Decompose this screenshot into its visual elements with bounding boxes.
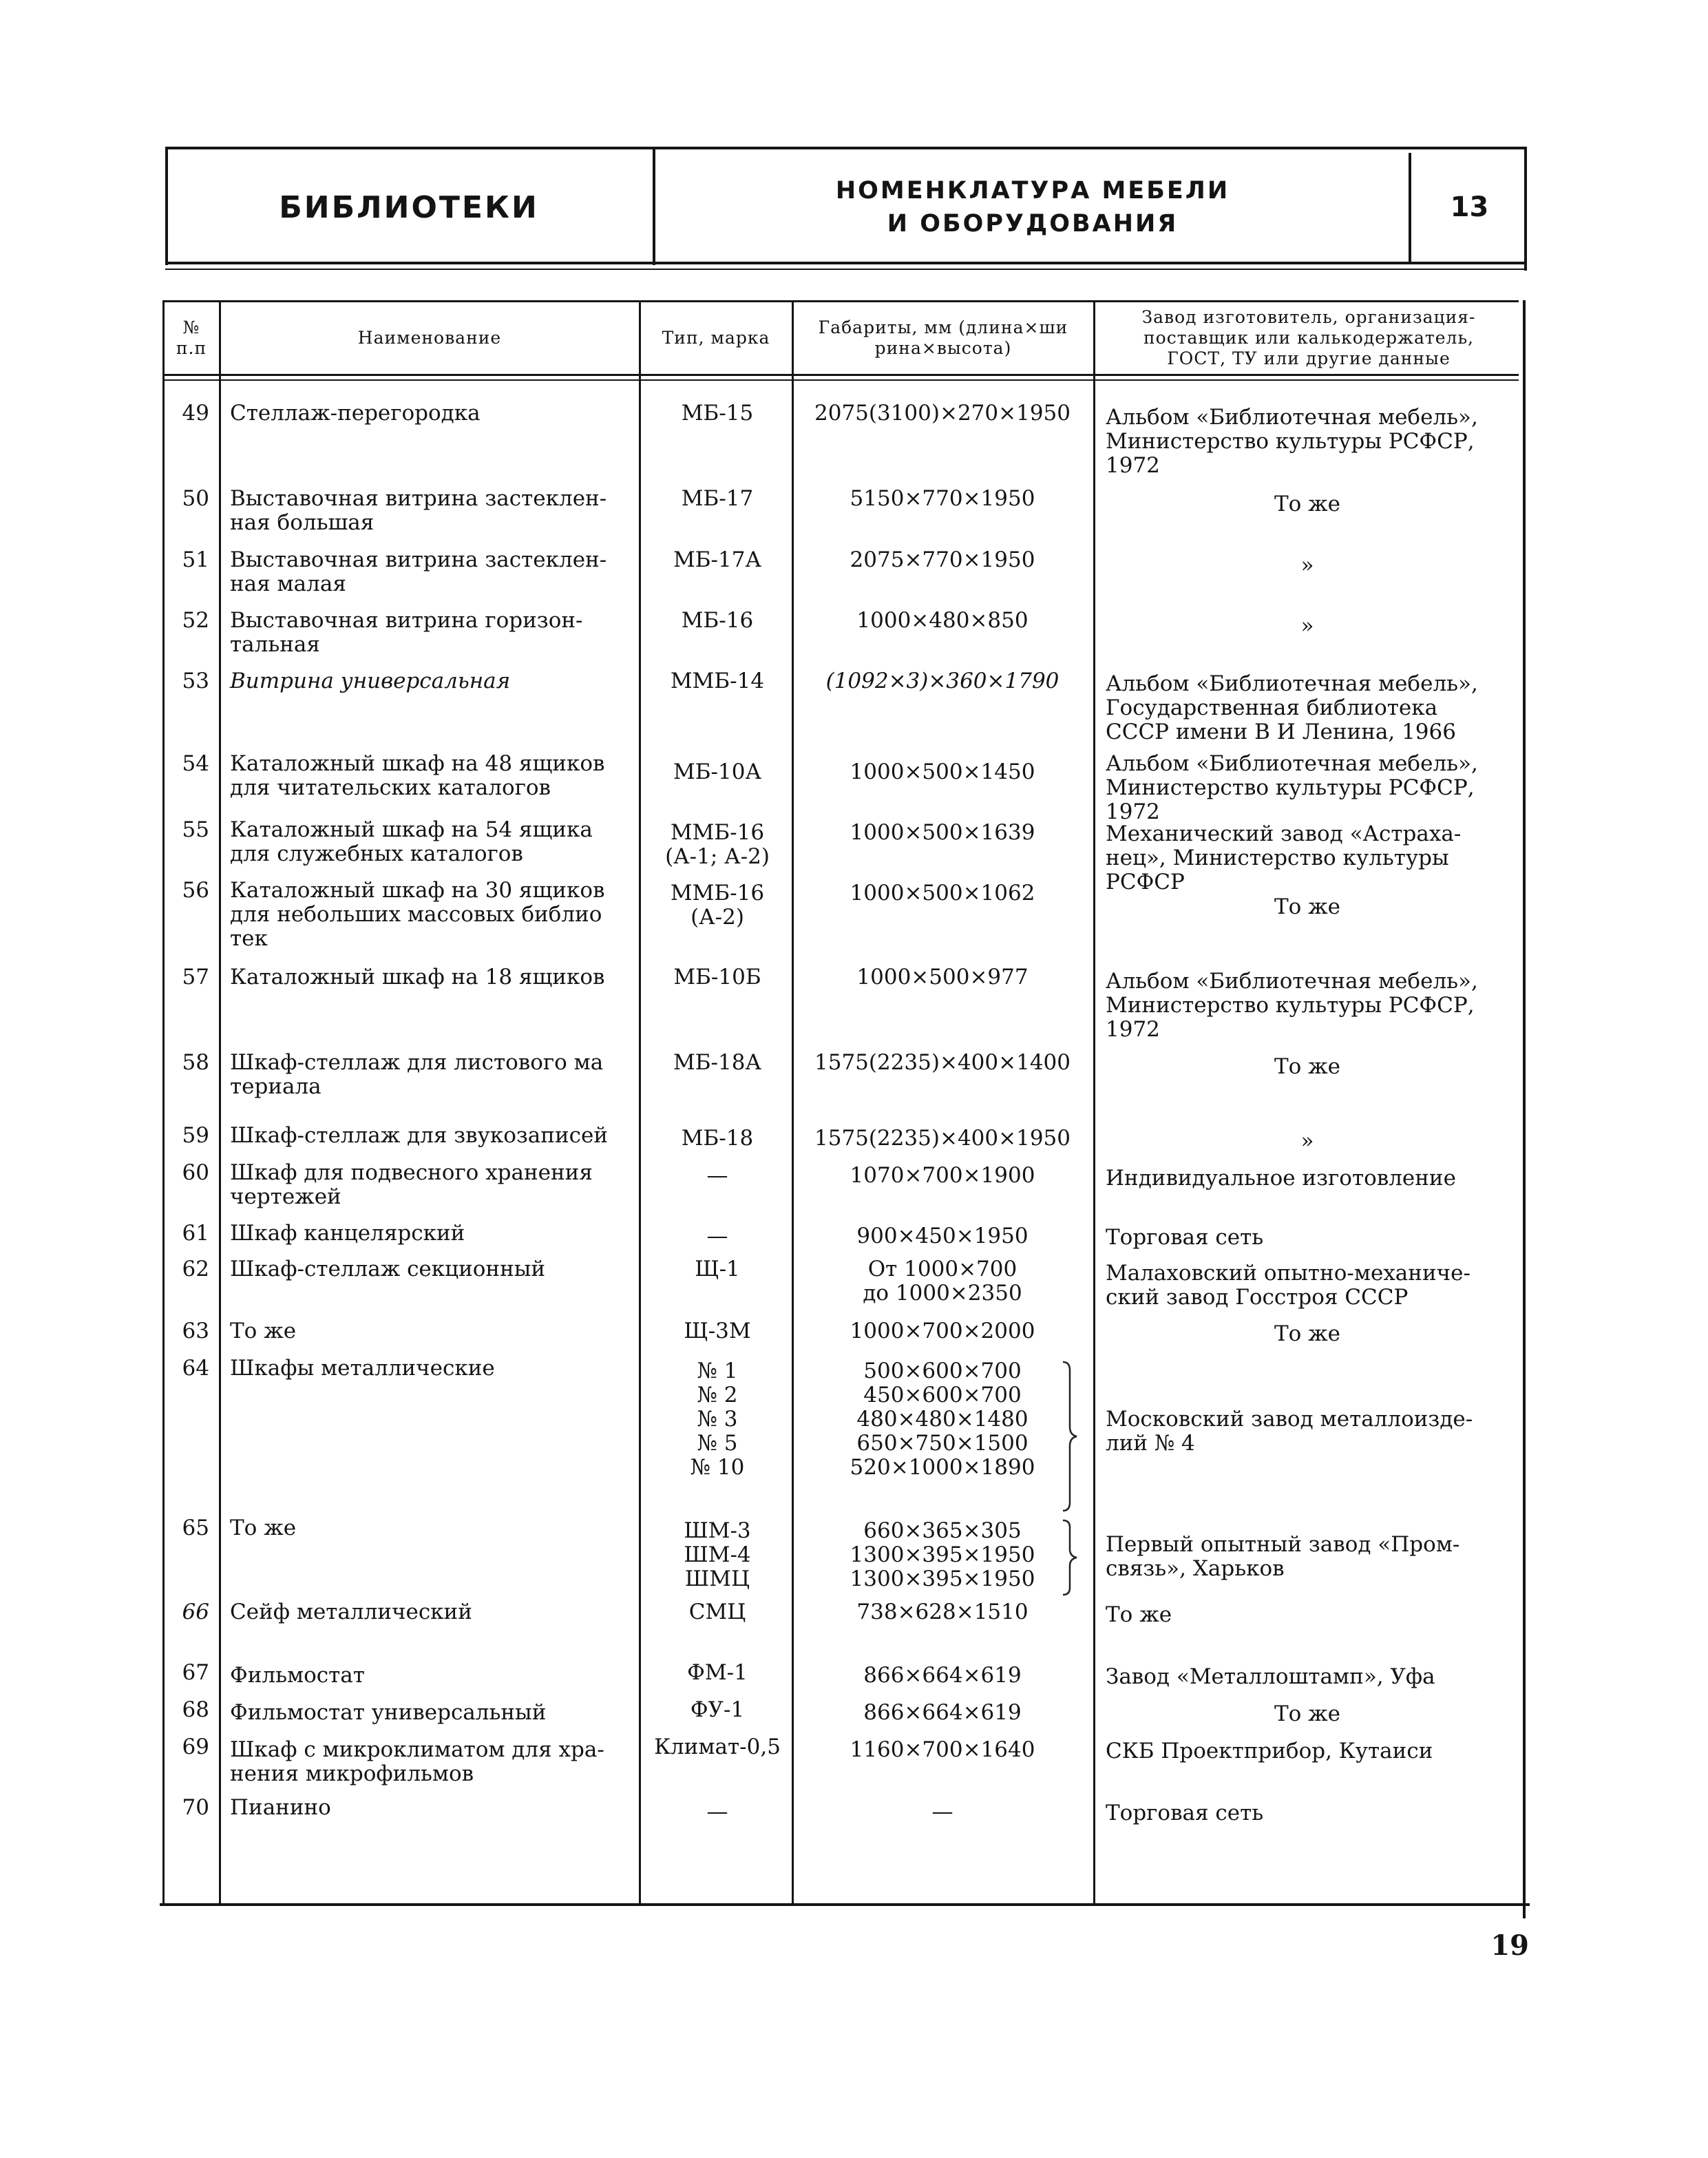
item-type-line: —: [706, 1799, 728, 1824]
item-dimensions: [794, 1257, 1090, 1306]
item-manufacturer-line: 1972: [1106, 453, 1160, 478]
item-dimensions: [794, 1519, 1090, 1591]
item-dimensions: [794, 1738, 1090, 1762]
item-manufacturer-line: Министерство культуры РСФСР,: [1106, 775, 1475, 800]
item-type: [643, 1698, 792, 1722]
item-name-line: Шкафы металлические: [230, 1356, 495, 1381]
item-manufacturer: [1106, 1129, 1509, 1153]
item-type-line: МБ-10А: [673, 760, 761, 784]
item-manufacturer-line: Индивидуальное изготовление: [1106, 1166, 1456, 1191]
item-type-line: № 3: [697, 1407, 738, 1432]
item-name-line: Шкаф канцелярский: [230, 1221, 465, 1246]
col-header-manufacturer-line-2: поставщик или калькодержатель,: [1143, 328, 1474, 348]
item-manufacturer-line: Министерство культуры РСФСР,: [1106, 993, 1475, 1018]
item-manufacturer: [1106, 752, 1509, 824]
col-header-manufacturer-line-1: Завод изготовитель, организация-: [1141, 307, 1476, 327]
row-number: 66: [182, 1600, 209, 1624]
item-dimensions: [794, 1051, 1090, 1075]
item-manufacturer-line: Альбом «Библиотечная мебель»,: [1106, 671, 1478, 696]
col-divider-type: [792, 300, 794, 1905]
header-top-rule: [165, 147, 1527, 149]
item-name: [230, 1319, 636, 1343]
item-manufacturer: [1106, 1226, 1509, 1250]
col-divider-num: [219, 300, 221, 1905]
item-dimensions-line: 1000×500×1450: [850, 760, 1035, 784]
col-divider-name: [639, 300, 641, 1905]
col-header-num-line-1: №: [182, 317, 200, 337]
item-manufacturer: [1106, 895, 1509, 919]
item-name-line: для служебных каталогов: [230, 841, 523, 866]
item-dimensions: [794, 1164, 1090, 1188]
item-name-line: Шкаф-стеллаж секционный: [230, 1257, 546, 1281]
item-type: [643, 1051, 792, 1075]
item-dimensions-line: От 1000×700: [867, 1257, 1018, 1281]
table-top-rule: [162, 300, 1519, 302]
item-type: [643, 965, 792, 989]
item-name-line: То же: [230, 1319, 297, 1343]
item-dimensions: [794, 669, 1090, 693]
item-manufacturer-line: лий № 4: [1106, 1431, 1195, 1456]
item-name: [230, 1738, 636, 1786]
item-manufacturer-line: Альбом «Библиотечная мебель»,: [1106, 751, 1478, 776]
table-bottom-rule: [160, 1903, 1530, 1906]
item-dimensions-line: 1575(2235)×400×1950: [814, 1126, 1071, 1151]
item-name: [230, 401, 636, 426]
item-name: [230, 1161, 636, 1209]
item-dimensions-line: 1000×500×1639: [850, 820, 1035, 845]
item-type: [643, 1224, 792, 1248]
item-name-line: Шкаф-стеллаж для звукозаписей: [230, 1123, 608, 1148]
row-number: 67: [182, 1660, 209, 1685]
item-type: [643, 1600, 792, 1624]
item-name-line: Каталожный шкаф на 54 ящика: [230, 817, 593, 842]
item-manufacturer-line: ский завод Госстроя СССР: [1106, 1285, 1409, 1310]
item-name: [230, 1124, 636, 1148]
item-name-line: тек: [230, 926, 268, 951]
item-manufacturer-line: Альбом «Библиотечная мебель»,: [1106, 405, 1478, 430]
item-type: [643, 1164, 792, 1188]
item-manufacturer-line: Московский завод металлоизде-: [1106, 1407, 1473, 1432]
row-number: 52: [182, 608, 209, 633]
item-type: [643, 401, 792, 426]
item-name: [230, 487, 636, 535]
item-manufacturer-line: Государственная библиотека: [1106, 695, 1438, 720]
item-dimensions-line: 2075×770×1950: [850, 547, 1035, 572]
item-type-line: ФУ-1: [690, 1697, 745, 1722]
col-header-name-text: Наименование: [357, 328, 502, 348]
item-name-line: нения микрофильмов: [230, 1761, 474, 1786]
item-type-line: —: [706, 1163, 728, 1188]
item-type-line: МБ-16: [681, 608, 754, 633]
header-divider-2: [1409, 153, 1411, 263]
item-dimensions: [794, 1224, 1090, 1248]
item-dimensions: [794, 1319, 1090, 1343]
item-name: [230, 1356, 636, 1381]
item-dimensions-line: 1000×500×1062: [850, 881, 1035, 905]
item-name: [230, 1701, 636, 1725]
item-dimensions: [794, 1359, 1090, 1480]
item-name-line: Каталожный шкаф на 18 ящиков: [230, 965, 605, 989]
item-dimensions: [794, 881, 1090, 905]
item-type-line: Климат-0,5: [654, 1735, 781, 1759]
item-name-line: ная малая: [230, 572, 346, 596]
item-dimensions-line: до 1000×2350: [863, 1281, 1022, 1306]
item-manufacturer-line: Министерство культуры РСФСР,: [1106, 429, 1475, 454]
table-header-rule: [162, 374, 1519, 376]
item-name-line: чертежей: [230, 1184, 341, 1209]
item-manufacturer-line: Торговая сеть: [1106, 1801, 1264, 1825]
item-dimensions: [794, 1600, 1090, 1624]
col-header-manufacturer: [1096, 303, 1521, 373]
item-manufacturer-line: связь», Харьков: [1106, 1556, 1285, 1581]
item-manufacturer: [1106, 1603, 1509, 1627]
item-name: [230, 1257, 636, 1281]
item-type-line: ММБ-14: [670, 669, 765, 693]
item-type: [643, 1661, 792, 1685]
item-name: [230, 669, 636, 693]
document-title: [657, 153, 1408, 262]
row-number: 51: [182, 547, 209, 572]
item-dimensions-line: 520×1000×1890: [850, 1455, 1035, 1480]
item-name-line: для небольших массовых библио: [230, 902, 602, 927]
item-name-line: Фильмостат: [230, 1663, 365, 1688]
item-name: [230, 1664, 636, 1688]
row-number: 60: [182, 1160, 209, 1185]
item-manufacturer-line: Альбом «Библиотечная мебель»,: [1106, 969, 1478, 994]
item-dimensions: [794, 1664, 1090, 1688]
item-type-line: № 2: [697, 1383, 738, 1407]
item-manufacturer: [1106, 1407, 1509, 1456]
item-type: [643, 609, 792, 633]
item-manufacturer-line: Торговая сеть: [1106, 1225, 1264, 1250]
item-manufacturer-line: СССР имени В И Ленина, 1966: [1106, 720, 1456, 744]
item-name-line: ная большая: [230, 510, 375, 535]
item-manufacturer: [1106, 970, 1509, 1042]
item-dimensions: [794, 821, 1090, 845]
item-manufacturer: [1106, 822, 1509, 894]
item-dimensions-line: 1000×500×977: [856, 965, 1029, 989]
item-manufacturer-line: Механический завод «Астраха-: [1106, 821, 1462, 846]
item-name-line: Каталожный шкаф на 48 ящиков: [230, 751, 605, 776]
item-type: [643, 760, 792, 784]
page-number: 19: [1490, 1929, 1529, 1962]
item-dimensions-line: 660×365×305: [863, 1518, 1022, 1543]
item-name-line: Сейф металлический: [230, 1600, 472, 1624]
item-type-line: ШМ-3: [684, 1518, 751, 1543]
item-type-line: МБ-10Б: [673, 965, 761, 989]
item-manufacturer-line: Завод «Металлоштамп», Уфа: [1106, 1664, 1435, 1689]
row-number: 54: [182, 751, 209, 776]
item-dimensions-line: 480×480×1480: [856, 1407, 1029, 1432]
table-header-rule-2: [162, 379, 1519, 381]
item-name: [230, 1222, 636, 1246]
item-dimensions-line: (1092×3)×360×1790: [825, 669, 1059, 693]
item-name-line: Фильмостат универсальный: [230, 1700, 547, 1725]
row-number: 53: [182, 669, 209, 693]
item-manufacturer-line: »: [1300, 614, 1314, 638]
row-number: 65: [182, 1516, 209, 1540]
item-manufacturer-line: РСФСР: [1106, 870, 1185, 894]
table-right-border: [1523, 300, 1526, 1918]
item-name-line: Каталожный шкаф на 30 ящиков: [230, 878, 605, 903]
col-header-dims-line-1: Габариты, мм (длина×ши: [818, 317, 1068, 337]
item-type-line: Щ-1: [695, 1257, 740, 1281]
item-manufacturer-line: Первый опытный завод «Пром-: [1106, 1532, 1460, 1557]
item-manufacturer: [1106, 1166, 1509, 1191]
item-dimensions-line: 866×664×619: [863, 1700, 1022, 1725]
row-number: 55: [182, 817, 209, 842]
item-name-line: Стеллаж-перегородка: [230, 401, 481, 426]
item-type: [643, 1359, 792, 1480]
item-name: [230, 1516, 636, 1540]
item-manufacturer-line: нец», Министерство культуры: [1106, 846, 1449, 870]
item-name-line: для читательских каталогов: [230, 775, 551, 800]
row-number: 64: [182, 1356, 209, 1381]
item-dimensions-line: 1575(2235)×400×1400: [814, 1050, 1071, 1075]
item-type-line: МБ-15: [681, 401, 754, 426]
col-header-num: [164, 303, 219, 373]
item-manufacturer: [1106, 1801, 1509, 1825]
item-manufacturer-line: То же: [1274, 1054, 1341, 1079]
item-manufacturer-line: Малаховский опытно-механиче-: [1106, 1261, 1470, 1286]
item-name: [230, 879, 636, 951]
item-type: [643, 1800, 792, 1824]
item-type-line: (А-1; А-2): [665, 844, 770, 869]
header-bottom-rule: [165, 262, 1527, 264]
row-number: 62: [182, 1257, 209, 1281]
item-type-line: ФМ-1: [687, 1660, 748, 1685]
item-manufacturer-line: »: [1300, 553, 1314, 578]
row-number: 68: [182, 1697, 209, 1722]
item-name-line: Выставочная витрина горизон-: [230, 608, 583, 633]
item-dimensions-line: 1000×700×2000: [850, 1319, 1035, 1343]
item-type: [643, 881, 792, 930]
item-name: [230, 965, 636, 989]
item-manufacturer: [1106, 406, 1509, 478]
item-dimensions: [794, 548, 1090, 572]
item-name-line: Выставочная витрина застеклен-: [230, 547, 607, 572]
item-manufacturer-line: То же: [1274, 492, 1341, 516]
item-manufacturer-line: То же: [1274, 1321, 1341, 1346]
item-dimensions-line: 1300×395×1950: [850, 1567, 1035, 1591]
row-number: 56: [182, 878, 209, 903]
item-dimensions: [794, 401, 1090, 426]
item-name-line: Шкаф-стеллаж для листового ма: [230, 1050, 604, 1075]
item-name: [230, 1600, 636, 1624]
item-type: [643, 1127, 792, 1151]
item-type: [643, 487, 792, 511]
row-number: 49: [182, 401, 209, 426]
item-manufacturer-line: То же: [1274, 894, 1341, 919]
item-type: [643, 548, 792, 572]
item-dimensions-line: 5150×770×1950: [850, 486, 1035, 511]
col-header-type: [642, 303, 790, 373]
item-name: [230, 548, 636, 596]
document-title-line-1: НОМЕНКЛАТУРА МЕБЕЛИ: [835, 177, 1230, 205]
item-type-line: № 10: [690, 1455, 745, 1480]
item-manufacturer: [1106, 554, 1509, 578]
item-type: [643, 1319, 792, 1343]
item-dimensions: [794, 760, 1090, 784]
item-name: [230, 1051, 636, 1099]
item-manufacturer-line: То же: [1274, 1701, 1341, 1726]
item-dimensions-line: 1000×480×850: [856, 608, 1029, 633]
item-dimensions-line: 2075(3100)×270×1950: [814, 401, 1071, 426]
item-dimensions: [794, 609, 1090, 633]
col-header-dims-line-2: рина×высота): [874, 338, 1012, 358]
item-dimensions-line: 1070×700×1900: [850, 1163, 1035, 1188]
item-dimensions-line: 450×600×700: [863, 1383, 1022, 1407]
item-type-line: ШМЦ: [684, 1567, 750, 1591]
item-dimensions-line: 866×664×619: [863, 1663, 1022, 1688]
item-name-line: То же: [230, 1516, 297, 1540]
item-type-line: МБ-17: [681, 486, 754, 511]
col-header-dims: [794, 303, 1092, 373]
header-bottom-rule-2: [165, 269, 1527, 270]
item-dimensions: [794, 1800, 1090, 1824]
item-manufacturer: [1106, 492, 1509, 516]
row-number: 59: [182, 1123, 209, 1148]
grouping-brace: [1060, 1519, 1081, 1596]
row-number: 61: [182, 1221, 209, 1246]
item-dimensions-line: 650×750×1500: [856, 1431, 1029, 1456]
item-type-line: ШМ-4: [684, 1542, 751, 1567]
item-manufacturer: [1106, 1702, 1509, 1726]
item-type-line: (А-2): [690, 905, 744, 930]
item-type: [643, 821, 792, 869]
item-dimensions: [794, 1701, 1090, 1725]
item-type: [643, 1257, 792, 1281]
item-type-line: Щ-3М: [684, 1319, 751, 1343]
row-number: 69: [182, 1735, 209, 1759]
item-dimensions-line: 738×628×1510: [856, 1600, 1029, 1624]
item-name: [230, 609, 636, 657]
item-type-line: МБ-18А: [673, 1050, 761, 1075]
item-dimensions-line: 1300×395×1950: [850, 1542, 1035, 1567]
col-header-manufacturer-line-3: ГОСТ, ТУ или другие данные: [1167, 348, 1451, 368]
item-dimensions-line: 500×600×700: [863, 1359, 1022, 1383]
item-name-line: Шкаф с микроклиматом для хра-: [230, 1737, 604, 1762]
item-type-line: ММБ-16: [670, 820, 765, 845]
item-type: [643, 669, 792, 693]
item-dimensions-line: —: [931, 1799, 953, 1824]
item-type: [643, 1519, 792, 1591]
item-name-line: тальная: [230, 632, 320, 657]
item-type-line: —: [706, 1224, 728, 1248]
sheet-number: 13: [1450, 191, 1489, 223]
item-type-line: МБ-18: [681, 1126, 754, 1151]
item-manufacturer: [1106, 1322, 1509, 1346]
item-name: [230, 752, 636, 800]
item-manufacturer: [1106, 672, 1509, 744]
item-manufacturer: [1106, 1739, 1509, 1763]
header-divider-1: [653, 148, 655, 265]
item-type-line: № 1: [697, 1359, 738, 1383]
col-header-num-line-2: п.п: [176, 338, 207, 358]
item-name-line: Шкаф для подвесного хранения: [230, 1160, 593, 1185]
item-name-line: Выставочная витрина застеклен-: [230, 486, 607, 511]
item-name: [230, 1796, 636, 1820]
row-number: 63: [182, 1319, 209, 1343]
item-type: [643, 1735, 792, 1759]
item-manufacturer-line: СКБ Проектприбор, Кутаиси: [1106, 1739, 1433, 1763]
item-name: [230, 818, 636, 866]
item-manufacturer: [1106, 614, 1509, 638]
item-dimensions: [794, 965, 1090, 989]
grouping-brace: [1060, 1361, 1081, 1512]
item-name-line: териала: [230, 1074, 321, 1099]
item-manufacturer-line: »: [1300, 1129, 1314, 1153]
item-manufacturer-line: То же: [1106, 1602, 1172, 1627]
col-divider-dims: [1093, 300, 1095, 1905]
item-manufacturer: [1106, 1665, 1509, 1689]
item-type-line: ММБ-16: [670, 881, 765, 905]
row-number: 57: [182, 965, 209, 989]
item-manufacturer-line: 1972: [1106, 799, 1160, 824]
col-header-name: [222, 303, 637, 373]
item-dimensions: [794, 1127, 1090, 1151]
section-title: БИБЛИОТЕКИ: [279, 189, 539, 225]
item-manufacturer: [1106, 1055, 1509, 1079]
item-dimensions-line: 1160×700×1640: [850, 1737, 1035, 1762]
col-header-type-text: Тип, марка: [662, 328, 770, 348]
row-number: 70: [182, 1795, 209, 1820]
row-number: 58: [182, 1050, 209, 1075]
item-manufacturer: [1106, 1533, 1509, 1581]
item-manufacturer: [1106, 1261, 1509, 1310]
item-manufacturer-line: 1972: [1106, 1017, 1160, 1042]
item-type-line: № 5: [697, 1431, 738, 1456]
item-type-line: СМЦ: [688, 1600, 746, 1624]
item-dimensions: [794, 487, 1090, 511]
item-name-line: Витрина универсальная: [230, 669, 511, 693]
item-name-line: Пианино: [230, 1795, 331, 1820]
row-number: 50: [182, 486, 209, 511]
item-type-line: МБ-17А: [673, 547, 761, 572]
document-title-line-2: И ОБОРУДОВАНИЯ: [887, 210, 1179, 238]
item-dimensions-line: 900×450×1950: [856, 1224, 1029, 1248]
